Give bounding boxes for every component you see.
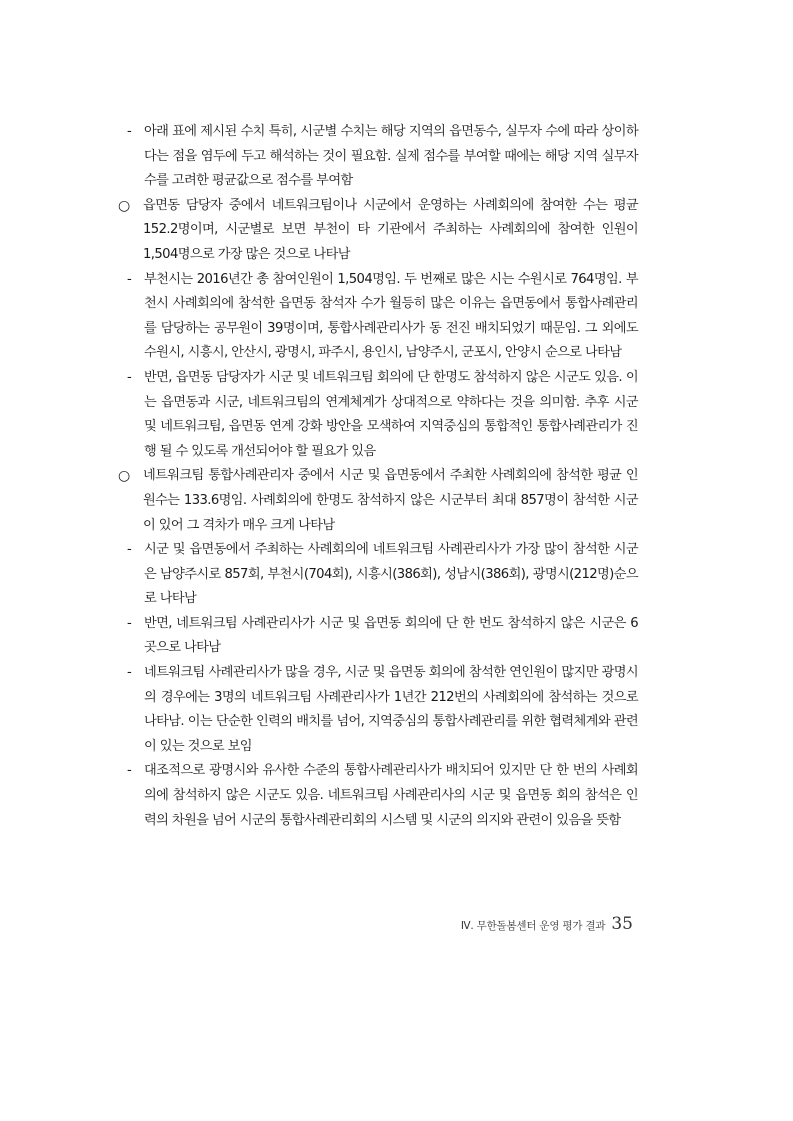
bullet-item (118, 538, 638, 612)
bullet-text: 대조적으로 광명시와 유사한 수준의 통합사례관리사가 배치되어 있지만 단 한 번의 사례회의에 참석하지 않은 시군도 있음. 네트워크팀 사례관리사의 시군 및 읍면동 회의 참석은 인력의 차원을 넘어 시군의 통합사례관리회의 시스템 및 시군의 의지와 관련이 있음을 뜻함 (144, 763, 638, 828)
bullet-item (118, 612, 638, 661)
dash-marker: - (127, 763, 132, 779)
bullet-text: 시군 및 읍면동에서 주최하는 사례회의에 네트워크팀 사례관리사가 가장 많이 참석한 시군은 남양주시로 857회, 부천시(704회), 시흥시(386회), 성남시(386회), 광명시(212명)순으로 나타남 (144, 542, 638, 607)
bullet-item (118, 268, 638, 366)
bullet-item (118, 759, 638, 833)
page-number: 35 (611, 914, 633, 934)
bullet-text: 반면, 네트워크팀 사례관리사가 시군 및 읍면동 회의에 단 한 번도 참석하지 않은 시군은 6곳으로 나타남 (144, 615, 638, 656)
bullet-item (118, 661, 638, 759)
bullet-text: 반면, 읍면동 담당자가 시군 및 네트워크팀 회의에 단 한명도 참석하지 않은 시군도 있음. 이는 읍면동과 시군, 네트워크팀의 연계체계가 상대적으로 약하다는 것을 의미함. 추후 시군 및 네트워크팀, 읍면동 연계 강화 방안을 모색하여 지역중심의 통합적인 통합사례관리가 진행 될 수 있도록 개선되어야 할 필요가 있음 (144, 369, 638, 459)
bullet-text: 아래 표에 제시된 수치 특히, 시군별 수치는 해당 지역의 읍면동수, 실무자 수에 따라 상이하다는 점을 염두에 두고 해석하는 것이 필요함. 실제 점수를 부여할 때에는 해당 지역 실무자 수를 고려한 평균값으로 점수를 부여함 (144, 124, 638, 189)
dash-marker: - (127, 271, 132, 287)
dash-marker: - (127, 124, 132, 139)
bullet-text: 네트워크팀 통합사례관리자 중에서 시군 및 읍면동에서 주최한 사례회의에 참석한 평균 인원수는 133.6명임. 사례회의에 한명도 참석하지 않은 시군부터 최대 857명이 참석한 시군이 있어 그 격차가 매우 크게 나타남 (143, 468, 638, 533)
circle-marker: ○ (118, 468, 130, 485)
document-body (118, 120, 638, 833)
bullet-item (118, 464, 638, 538)
dash-marker: - (127, 615, 132, 631)
bullet-text: 읍면동 담당자 중에서 네트워크팀이나 시군에서 운영하는 사례회의에 참여한 수는 평균 152.2명이며, 시군별로 보면 부천이 타 기관에서 주최하는 사례회의에 참여한 인원이 1,504명으로 가장 많은 것으로 나타남 (143, 197, 638, 262)
page-footer (461, 914, 633, 934)
dash-marker: - (127, 542, 132, 558)
dash-marker: - (127, 665, 132, 681)
bullet-item (118, 194, 638, 268)
bullet-item (118, 366, 638, 464)
bullet-text: 네트워크팀 사례관리사가 많을 경우, 시군 및 읍면동 회의에 참석한 연인원이 많지만 광명시의 경우에는 3명의 네트워크팀 사례관리사가 1년간 212번의 사례회의에 참석하는 것으로 나타남. 이는 단순한 인력의 배치를 넘어, 지역중심의 통합사례관리를 위한 협력체계와 관련이 있는 것으로 보임 (144, 665, 638, 754)
dash-marker: - (127, 369, 132, 385)
chapter-title: Ⅳ. 무한돌봄센터 운영 평가 결과 (460, 920, 606, 932)
bullet-item (118, 120, 638, 194)
circle-marker: ○ (118, 197, 130, 214)
bullet-text: 부천시는 2016년간 총 참여인원이 1,504명임. 두 번째로 많은 시는 수원시로 764명임. 부천시 사례회의에 참석한 읍면동 참석자 수가 월등히 많은 이유는 읍면동에서 통합사례관리를 담당하는 공무원이 39명이며, 통합사례관리사가 동 전진 배치되었기 때문임. 그 외에도 수원시, 시흥시, 안산시, 광명시, 파주시, 용인시, 남양주시, 군포시, 안양시 순으로 나타남 (144, 271, 638, 361)
